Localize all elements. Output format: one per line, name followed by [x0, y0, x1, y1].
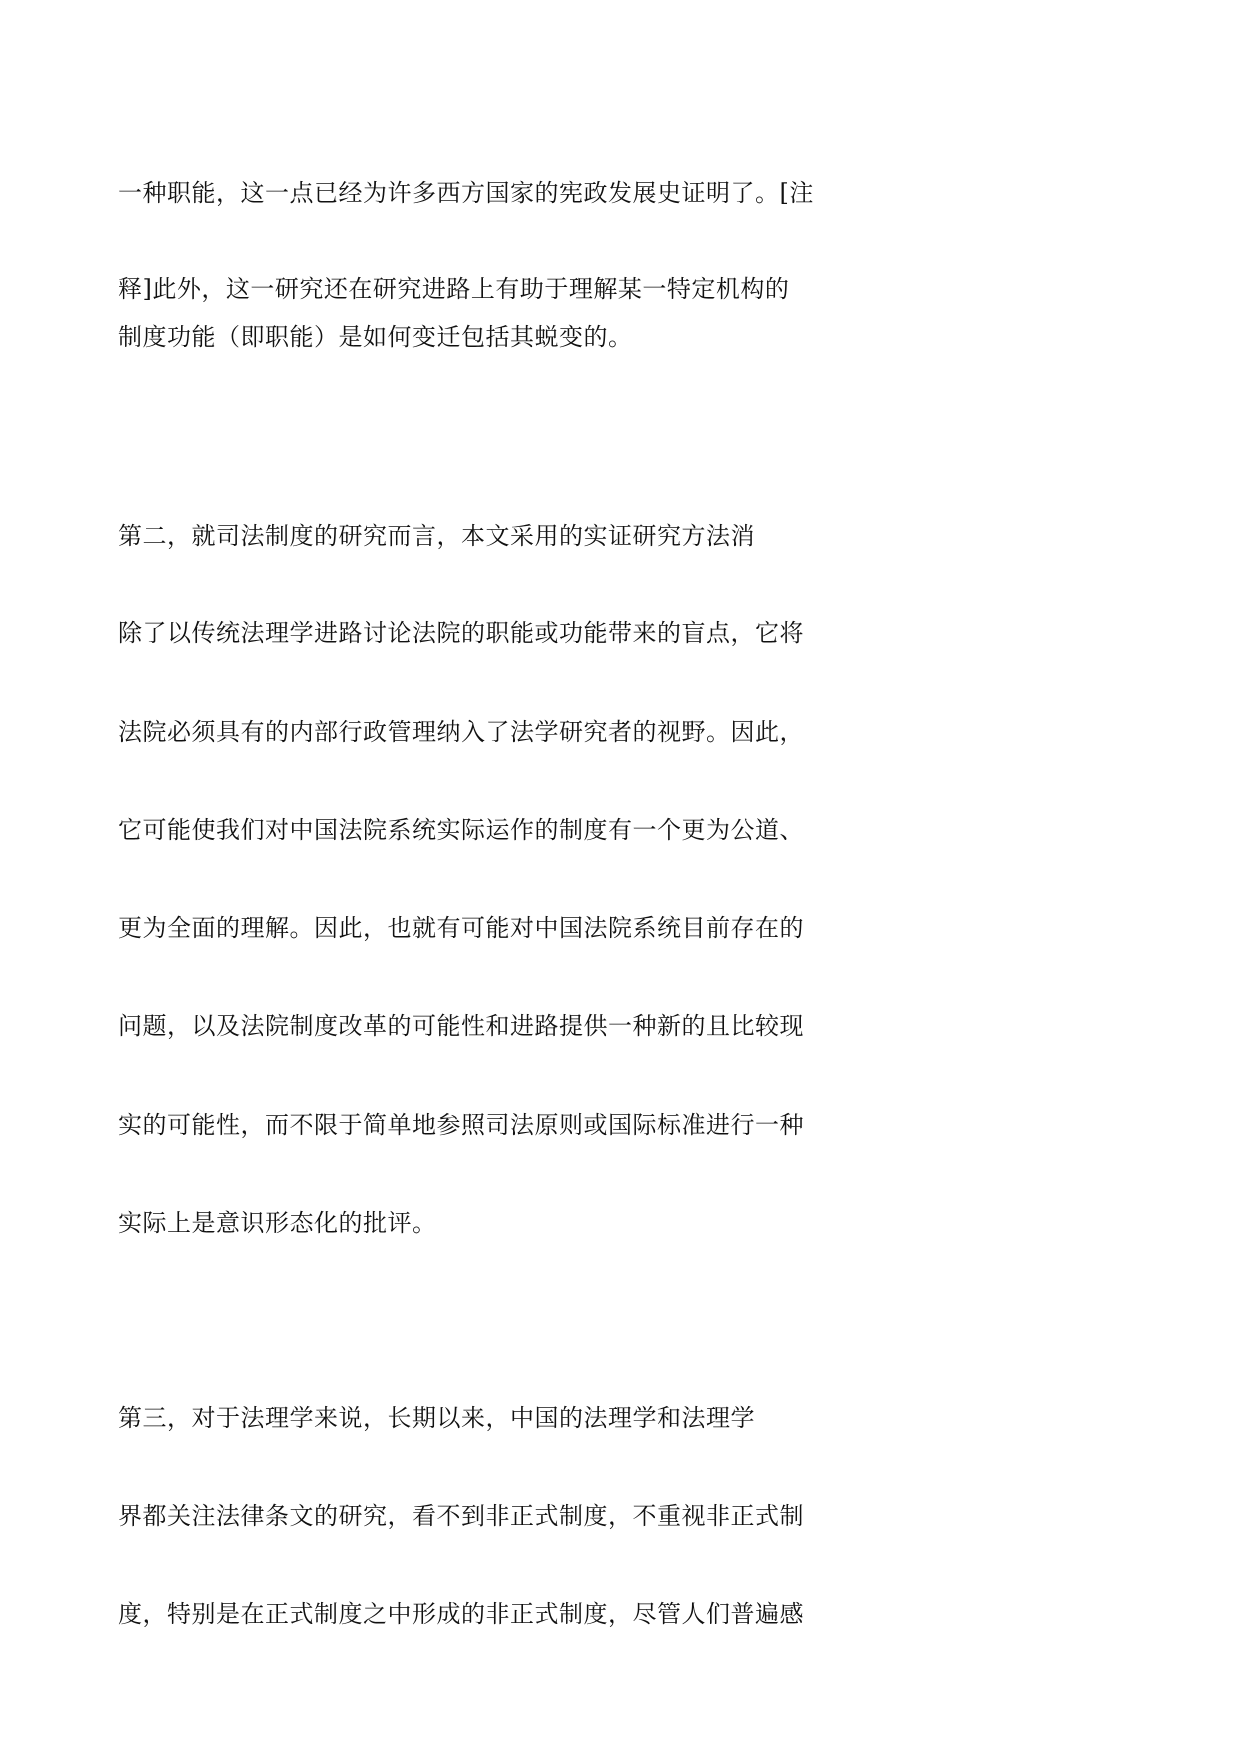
paragraph-3-line-2: 界都关注法律条文的研究，看不到非正式制度，不重视非正式制: [118, 1502, 804, 1530]
paragraph-3-line-3: 度，特别是在正式制度之中形成的非正式制度，尽管人们普遍感: [118, 1600, 804, 1628]
paragraph-2-line-6: 问题，以及法院制度改革的可能性和进路提供一种新的且比较现: [118, 1012, 804, 1040]
paragraph-2-line-1: 第二，就司法制度的研究而言，本文采用的实证研究方法消: [118, 522, 755, 550]
paragraph-1-line-3: 制度功能（即职能）是如何变迁包括其蜕变的。: [118, 323, 633, 351]
paragraph-2-line-5: 更为全面的理解。因此，也就有可能对中国法院系统目前存在的: [118, 914, 804, 942]
paragraph-1-line-1: 一种职能，这一点已经为许多西方国家的宪政发展史证明了。[注: [118, 179, 814, 207]
paragraph-3-line-1: 第三，对于法理学来说，长期以来，中国的法理学和法理学: [118, 1404, 755, 1432]
paragraph-2-line-4: 它可能使我们对中国法院系统实际运作的制度有一个更为公道、: [118, 816, 804, 844]
paragraph-1-line-2: 释]此外，这一研究还在研究进路上有助于理解某一特定机构的: [118, 275, 790, 303]
paragraph-2-line-8: 实际上是意识形态化的批评。: [118, 1209, 437, 1237]
paragraph-2-line-3: 法院必须具有的内部行政管理纳入了法学研究者的视野。因此，: [118, 718, 804, 746]
paragraph-2-line-7: 实的可能性，而不限于简单地参照司法原则或国际标准进行一种: [118, 1111, 804, 1139]
paragraph-2-line-2: 除了以传统法理学进路讨论法院的职能或功能带来的盲点，它将: [118, 619, 804, 647]
